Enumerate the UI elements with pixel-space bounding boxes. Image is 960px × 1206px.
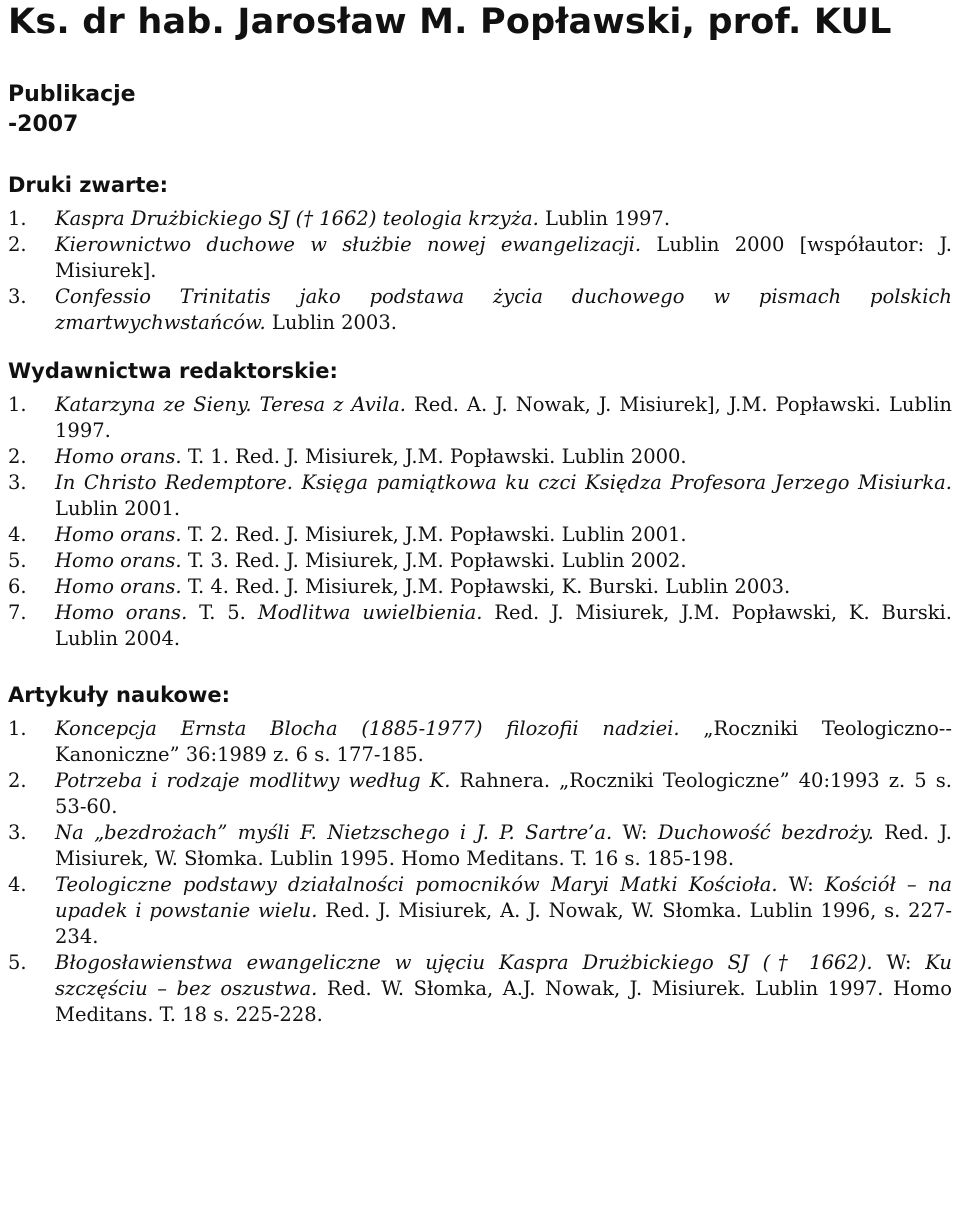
- list-item: [8, 522, 952, 548]
- list-item: [8, 206, 952, 232]
- item-text: [55, 768, 952, 820]
- list-item: [8, 716, 952, 768]
- books-list: [8, 206, 952, 336]
- list-item: [8, 600, 952, 652]
- item-text: [55, 872, 952, 950]
- item-text: [55, 206, 952, 232]
- list-item: [8, 444, 952, 470]
- item-text: [55, 392, 952, 444]
- item-details: T. 3. Red. J. Misiurek, J.M. Popławski. Lublin 2002.: [181, 549, 687, 572]
- item-subtitle: Duchowość bezdroży.: [657, 821, 874, 844]
- item-subtitle: Modlitwa uwielbienia.: [257, 601, 483, 624]
- item-details: Lublin 2000 [współautor: J. Misiurek].: [55, 233, 953, 282]
- item-details: Lublin 1997.: [538, 207, 671, 230]
- edited-list: [8, 392, 952, 652]
- list-item: [8, 950, 952, 1028]
- item-details: T. 5.: [187, 601, 258, 624]
- item-number: 3.: [8, 285, 27, 308]
- list-item: [8, 574, 952, 600]
- list-item: [8, 284, 952, 336]
- item-text: [55, 522, 952, 548]
- item-title: Koncepcja Ernsta Blocha (1885-1977) filozofii nadziei.: [55, 717, 680, 740]
- item-title: Homo orans.: [55, 549, 182, 572]
- item-subtitle: Ku szczęściu – bez oszustwa.: [55, 951, 952, 1000]
- item-details: W:: [872, 951, 926, 974]
- item-number: 1.: [8, 207, 27, 230]
- item-details: W:: [612, 821, 658, 844]
- list-item: [8, 232, 952, 284]
- list-item: [8, 392, 952, 444]
- item-title: Homo orans.: [55, 575, 182, 598]
- item-number: 3.: [8, 821, 27, 844]
- item-text: [55, 600, 952, 652]
- item-text: [55, 470, 952, 522]
- item-details: Lublin 2003.: [265, 311, 397, 334]
- item-text: [55, 820, 952, 872]
- item-subtitle: Kościół – na upadek i powstanie wielu.: [55, 873, 952, 922]
- item-title: Confessio Trinitatis jako podstawa życia duchowego w pismach polskich zmartwychwstańców.: [55, 285, 952, 334]
- item-title: Homo orans.: [55, 445, 182, 468]
- item-number: 2.: [8, 445, 27, 468]
- item-number: 3.: [8, 471, 27, 494]
- item-text: [55, 232, 952, 284]
- item-details: W:: [777, 873, 825, 896]
- item-number: 4.: [8, 523, 27, 546]
- item-details: T. 4. Red. J. Misiurek, J.M. Popławski, K. Burski. Lublin 2003.: [181, 575, 791, 598]
- list-item: [8, 470, 952, 522]
- list-item: [8, 872, 952, 950]
- item-title: Katarzyna ze Sieny. Teresa z Avila.: [55, 393, 407, 416]
- item-title: Teologiczne podstawy działalności pomocników Maryi Matki Kościoła.: [55, 873, 778, 896]
- item-text: [55, 950, 952, 1028]
- articles-list: [8, 716, 952, 1028]
- list-item: [8, 820, 952, 872]
- item-details: „Roczniki Teologiczno--Kanoniczne” 36:1989 z. 6 s. 177-185.: [55, 717, 952, 766]
- section-heading-edited: Wydawnictwa redaktorskie:: [8, 359, 338, 383]
- item-text: [55, 444, 952, 470]
- item-details: Red. A. J. Nowak, J. Misiurek], J.M. Popławski. Lublin 1997.: [55, 393, 952, 442]
- item-details-2: Red. W. Słomka, A.J. Nowak, J. Misiurek. Lublin 1997. Homo Meditans. T. 18 s. 225-228.: [55, 977, 952, 1026]
- item-details: T. 1. Red. J. Misiurek, J.M. Popławski. Lublin 2000.: [181, 445, 687, 468]
- item-number: 2.: [8, 233, 27, 256]
- item-title: Homo orans.: [55, 523, 182, 546]
- item-number: 5.: [8, 951, 27, 974]
- item-number: 4.: [8, 873, 27, 896]
- item-number: 1.: [8, 393, 27, 416]
- section-heading-books: Druki zwarte:: [8, 173, 169, 197]
- item-details-2: Red. J. Misiurek, W. Słomka. Lublin 1995. Homo Meditans. T. 16 s. 185-198.: [55, 821, 952, 870]
- item-text: [55, 284, 952, 336]
- item-details-2: Red. J. Misiurek, A. J. Nowak, W. Słomka. Lublin 1996, s. 227-234.: [55, 899, 952, 948]
- item-title: Kierownictwo duchowe w służbie nowej ewangelizacji.: [55, 233, 642, 256]
- item-number: 5.: [8, 549, 27, 572]
- section-heading-articles: Artykuły naukowe:: [8, 683, 230, 707]
- item-text: [55, 548, 952, 574]
- list-item: [8, 548, 952, 574]
- item-text: [55, 574, 952, 600]
- item-number: 1.: [8, 717, 27, 740]
- publications-period: -2007: [8, 112, 79, 137]
- item-title: Błogosławienstwa ewangeliczne w ujęciu Kaspra Drużbickiego SJ († 1662).: [55, 951, 873, 974]
- item-number: 2.: [8, 769, 27, 792]
- item-number: 7.: [8, 601, 27, 624]
- item-title: In Christo Redemptore. Księga pamiątkowa ku czci Księdza Profesora Jerzego Misiurka.: [55, 471, 952, 494]
- item-text: [55, 716, 952, 768]
- item-title: Kaspra Drużbickiego SJ († 1662) teologia krzyża.: [55, 207, 539, 230]
- item-details-2: Red. J. Misiurek, J.M. Popławski, K. Burski. Lublin 2004.: [55, 601, 952, 650]
- list-item: [8, 768, 952, 820]
- item-details: Lublin 2001.: [55, 497, 181, 520]
- page-title: Ks. dr hab. Jarosław M. Popławski, prof. KUL: [8, 2, 892, 42]
- item-number: 6.: [8, 575, 27, 598]
- item-title: Potrzeba i rodzaje modlitwy według K.: [55, 769, 451, 792]
- publications-heading: Publikacje: [8, 82, 136, 107]
- item-details: Rahnera. „Roczniki Teologiczne” 40:1993 z. 5 s. 53-60.: [55, 769, 953, 818]
- item-title: Na „bezdrożach” myśli F. Nietzschego i J. P. Sartre’a.: [55, 821, 613, 844]
- item-details: T. 2. Red. J. Misiurek, J.M. Popławski. Lublin 2001.: [181, 523, 687, 546]
- item-title: Homo orans.: [55, 601, 188, 624]
